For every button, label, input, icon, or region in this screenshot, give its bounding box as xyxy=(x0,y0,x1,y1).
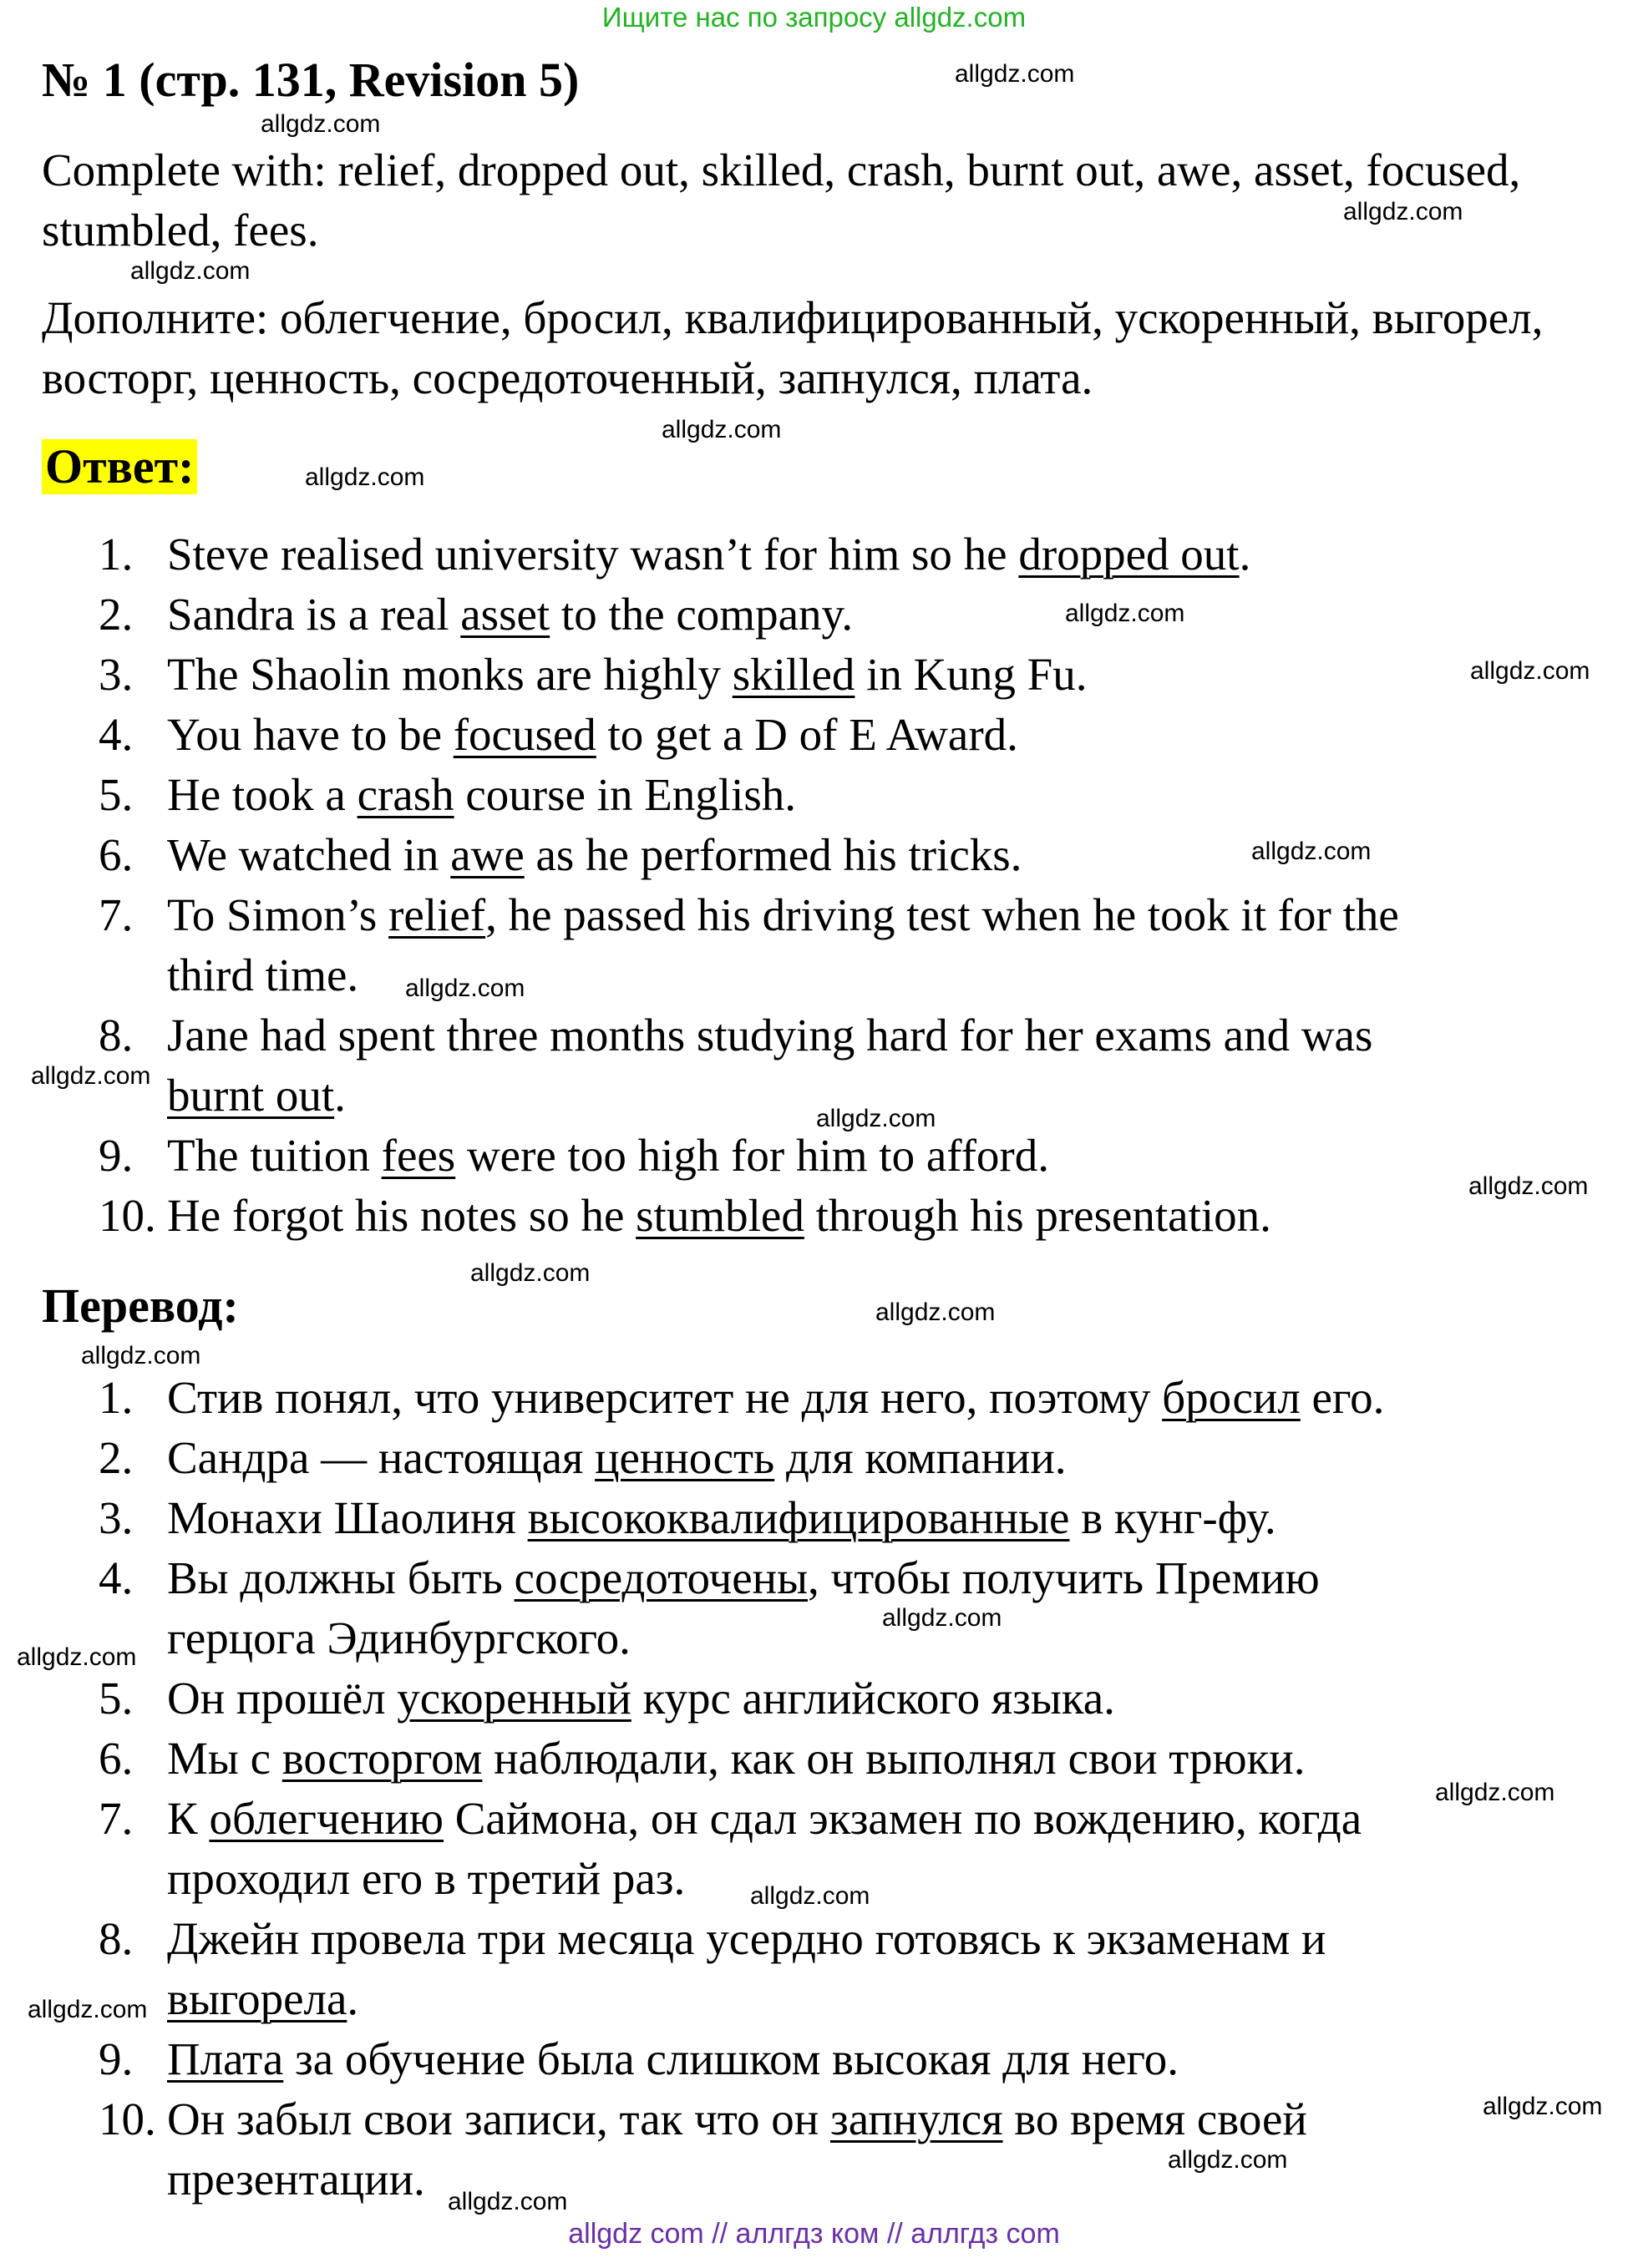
item-number: 4. xyxy=(99,1552,134,1603)
item-text-before: You have to be xyxy=(167,709,454,760)
watermark: allgdz.com xyxy=(1343,198,1463,225)
watermark: allgdz.com xyxy=(31,1062,151,1090)
item-text-after: were too high for him to afford. xyxy=(455,1130,1049,1181)
top-banner[interactable]: Ищите нас по запросу allgdz.com xyxy=(601,2,1027,33)
list-item xyxy=(0,645,1628,705)
item-text xyxy=(167,1186,1470,1246)
answer-word: crash xyxy=(357,769,454,820)
item-number: 9. xyxy=(99,2033,134,2084)
item-number: 7. xyxy=(99,1793,134,1844)
list-item xyxy=(0,1428,1628,1488)
list-item xyxy=(0,765,1628,825)
watermark: allgdz.com xyxy=(81,1342,201,1369)
watermark: allgdz.com xyxy=(955,60,1075,88)
watermark: allgdz.com xyxy=(1470,657,1590,685)
item-number: 7. xyxy=(99,889,134,940)
item-text xyxy=(167,885,1470,1005)
watermark: allgdz.com xyxy=(28,1996,148,2023)
watermark: allgdz.com xyxy=(305,463,425,491)
item-text-before: The Shaolin monks are highly xyxy=(167,649,733,700)
item-text-after: его. xyxy=(1300,1372,1385,1423)
item-number: 6. xyxy=(99,829,134,880)
list-item xyxy=(0,1186,1628,1246)
answer-word: высококвалифицированные xyxy=(527,1492,1070,1543)
list-item xyxy=(0,2029,1628,2089)
item-text-after: курс английского языка. xyxy=(631,1673,1115,1724)
answer-word: relief xyxy=(388,889,486,940)
item-text-before: Монахи Шаолиня xyxy=(167,1492,528,1543)
item-text-after: , he passed his driving test when he took it for the third time. xyxy=(167,889,1399,1000)
item-text xyxy=(167,524,1470,585)
watermark: allgdz.com xyxy=(875,1299,996,1326)
item-text-before: Джейн провела три месяца усердно готовясь к экзаменам и xyxy=(167,1913,1326,1964)
list-item xyxy=(0,1548,1628,1668)
item-text-before: Стив понял, что университет не для него, поэтому xyxy=(167,1372,1163,1423)
item-text-after: за обучение была слишком высокая для него. xyxy=(283,2033,1179,2084)
item-text xyxy=(167,645,1470,705)
answer-word: ценность xyxy=(595,1432,775,1483)
list-item xyxy=(0,885,1628,1005)
item-text-after: , чтобы получить Премию герцога Эдинбургского. xyxy=(167,1552,1320,1663)
item-text xyxy=(167,705,1470,765)
translation-heading: Перевод: xyxy=(42,1278,239,1333)
bottom-banner[interactable]: allgdz com // аллгдз ком // аллгдз com xyxy=(568,2218,1060,2250)
item-text xyxy=(167,1368,1470,1428)
item-text-before: He forgot his notes so he xyxy=(167,1190,636,1241)
item-text-before: He took a xyxy=(167,769,358,820)
list-item xyxy=(0,1368,1628,1428)
item-number: 1. xyxy=(99,1372,134,1423)
watermark: allgdz.com xyxy=(750,1882,870,1910)
watermark: allgdz.com xyxy=(470,1259,591,1287)
item-text-after: to the company. xyxy=(550,589,854,640)
item-text-before: Мы с xyxy=(167,1733,282,1784)
list-item xyxy=(0,524,1628,585)
item-text-after: для компании. xyxy=(774,1432,1067,1483)
item-text-after: . xyxy=(1239,529,1251,580)
translation-list xyxy=(0,1368,1628,2210)
watermark: allgdz.com xyxy=(405,975,525,1002)
item-text-after: course in English. xyxy=(454,769,797,820)
answer-word: skilled xyxy=(732,649,855,700)
item-text-after: in Kung Fu. xyxy=(855,649,1088,700)
answer-word: stumbled xyxy=(636,1190,804,1241)
task-instructions-ru: Дополните: облегчение, бросил, квалифицированный, ускоренный, выгорел, восторг, ценность, сосредоточенный, запнулся, плата. xyxy=(42,292,1544,403)
item-text-before: Вы должны быть xyxy=(167,1552,515,1603)
item-text xyxy=(167,1548,1470,1668)
watermark: allgdz.com xyxy=(1251,838,1372,865)
item-number: 3. xyxy=(99,649,134,700)
item-number: 9. xyxy=(99,1130,134,1181)
item-text xyxy=(167,1668,1470,1729)
item-text xyxy=(167,585,1470,645)
answer-list xyxy=(0,524,1628,1246)
answer-word: выгорела xyxy=(167,1973,347,2024)
item-text-before: Sandra is a real xyxy=(167,589,461,640)
list-item xyxy=(0,705,1628,765)
watermark: allgdz.com xyxy=(1168,2146,1288,2174)
list-item xyxy=(0,825,1628,885)
item-number: 4. xyxy=(99,709,134,760)
item-number: 8. xyxy=(99,1913,134,1964)
item-text-after: . xyxy=(347,1973,359,2024)
item-text xyxy=(167,1729,1470,1789)
answer-word: ускоренный xyxy=(397,1673,631,1724)
item-text-before: К xyxy=(167,1793,210,1844)
item-text-before: Jane had spent three months studying hard for her exams and was xyxy=(167,1010,1373,1061)
item-text-after: наблюдали, как он выполнял свои трюки. xyxy=(482,1733,1306,1784)
item-text-after: Саймона, он сдал экзамен по вождению, когда проходил его в третий раз. xyxy=(167,1793,1362,1904)
watermark: allgdz.com xyxy=(261,110,381,138)
answer-word: восторгом xyxy=(281,1733,483,1784)
answer-heading: Ответ: xyxy=(42,439,197,494)
answer-word: asset xyxy=(460,589,550,640)
item-text-after: to get a D of E Award. xyxy=(596,709,1018,760)
item-number: 1. xyxy=(99,529,134,580)
item-text-before: Сандра — настоящая xyxy=(167,1432,596,1483)
item-text xyxy=(167,2029,1470,2089)
item-text-after: as he performed his tricks. xyxy=(524,829,1022,880)
answer-word: запнулся xyxy=(829,2093,1003,2144)
item-text-before: Он прошёл xyxy=(167,1673,398,1724)
watermark: allgdz.com xyxy=(448,2188,568,2215)
item-number: 8. xyxy=(99,1010,134,1061)
list-item xyxy=(0,1668,1628,1729)
list-item xyxy=(0,2089,1628,2210)
item-text-before: Steve realised university wasn’t for him so he xyxy=(167,529,1019,580)
item-number: 10. xyxy=(99,1190,156,1241)
watermark: allgdz.com xyxy=(1468,1172,1589,1200)
answer-word: бросил xyxy=(1162,1372,1301,1423)
answer-word: focused xyxy=(453,709,596,760)
item-text-before: We watched in xyxy=(167,829,451,880)
answer-word: fees xyxy=(381,1130,456,1181)
item-number: 2. xyxy=(99,1432,134,1483)
item-number: 3. xyxy=(99,1492,134,1543)
item-text xyxy=(167,765,1470,825)
watermark: allgdz.com xyxy=(1065,600,1185,627)
watermark: allgdz.com xyxy=(1483,2093,1603,2120)
watermark: allgdz.com xyxy=(1435,1779,1555,1806)
answer-word: dropped out xyxy=(1018,529,1240,580)
item-text-before: To Simon’s xyxy=(167,889,389,940)
answer-word: Плата xyxy=(167,2033,284,2084)
task-instructions-en: Complete with: relief, dropped out, skilled, crash, burnt out, awe, asset, focused, stumbled, fees. xyxy=(42,144,1521,256)
list-item xyxy=(0,1729,1628,1789)
list-item xyxy=(0,1909,1628,2029)
list-item xyxy=(0,1488,1628,1548)
item-text-before: Он забыл свои записи, так что он xyxy=(167,2093,830,2144)
watermark: allgdz.com xyxy=(882,1604,1002,1632)
exercise-title: № 1 (стр. 131, Revision 5) xyxy=(42,53,580,107)
item-text-after: во время своей презентации. xyxy=(167,2093,1307,2205)
item-number: 10. xyxy=(99,2093,156,2144)
item-text xyxy=(167,1428,1470,1488)
answer-word: awe xyxy=(450,829,525,880)
item-text-after: в кунг-фу. xyxy=(1069,1492,1276,1543)
list-item xyxy=(0,1005,1628,1126)
watermark: allgdz.com xyxy=(816,1105,936,1132)
item-number: 6. xyxy=(99,1733,134,1784)
item-text xyxy=(167,1126,1470,1186)
item-text-before: The tuition xyxy=(167,1130,382,1181)
item-number: 2. xyxy=(99,589,134,640)
watermark: allgdz.com xyxy=(662,416,782,443)
answer-word: burnt out xyxy=(167,1070,335,1121)
watermark: allgdz.com xyxy=(130,257,251,285)
item-text xyxy=(167,1909,1470,2029)
item-text-after: . xyxy=(334,1070,346,1121)
list-item xyxy=(0,585,1628,645)
watermark: allgdz.com xyxy=(17,1643,137,1671)
item-number: 5. xyxy=(99,769,134,820)
item-text-after: through his presentation. xyxy=(804,1190,1271,1241)
answer-word: сосредоточены xyxy=(514,1552,809,1603)
item-number: 5. xyxy=(99,1673,134,1724)
answer-word: облегчению xyxy=(209,1793,444,1844)
list-item xyxy=(0,1126,1628,1186)
item-text xyxy=(167,1488,1470,1548)
